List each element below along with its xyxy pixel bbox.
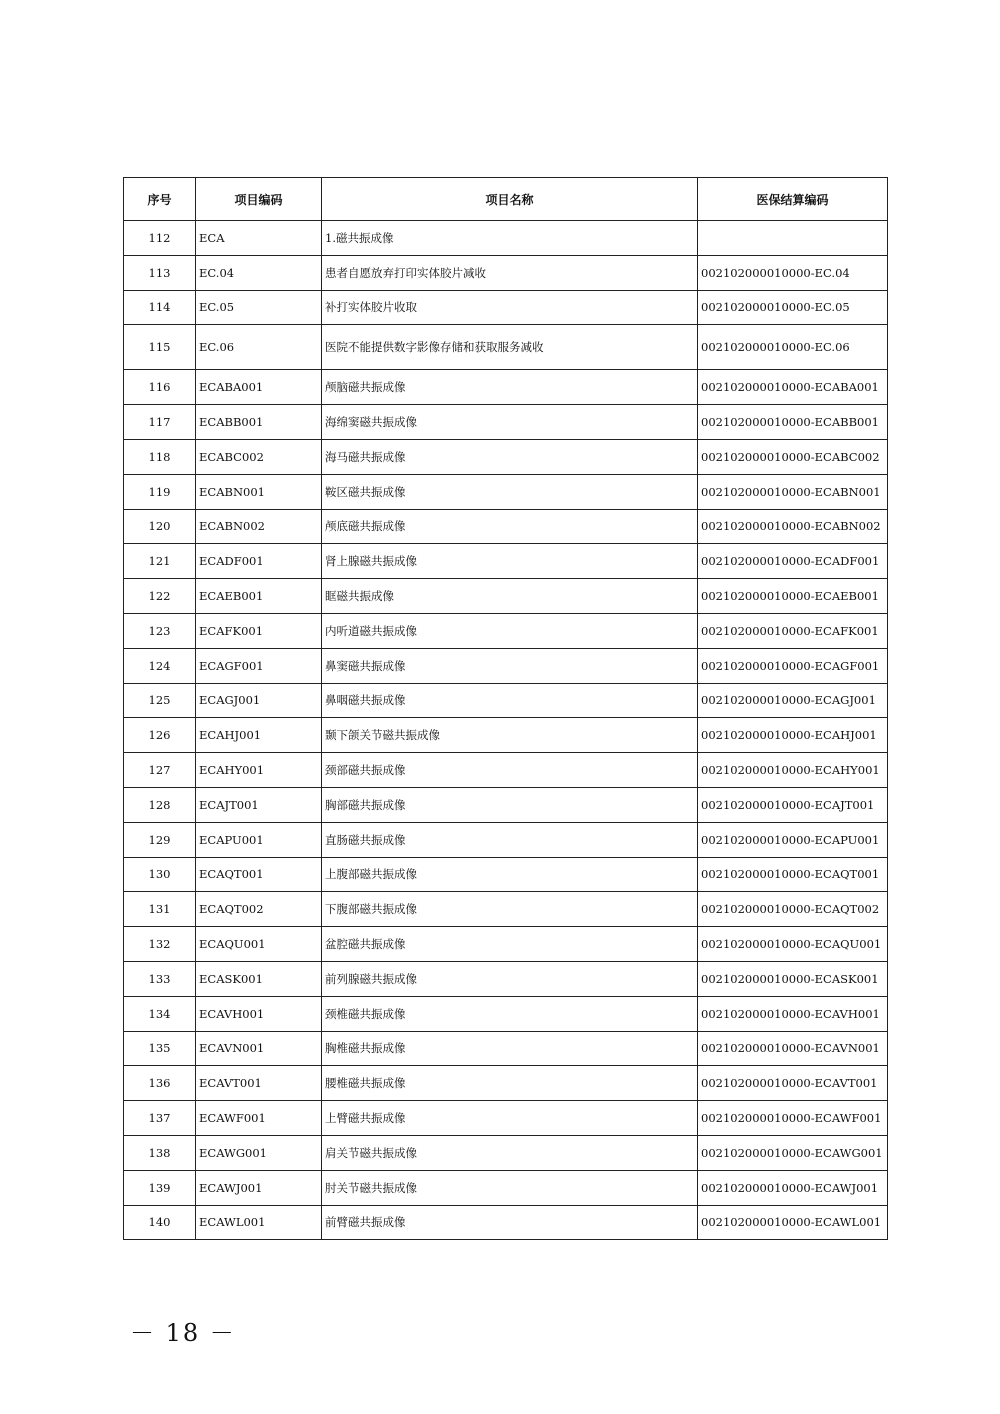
table-row: [124, 718, 888, 753]
settle-code-cell: 002102000010000-ECABC002: [698, 439, 888, 474]
name-cell: 海马磁共振成像: [322, 439, 698, 474]
settle-code-cell: 002102000010000-ECAJT001: [698, 787, 888, 822]
header-seq: 序号: [124, 178, 196, 221]
table-row: [124, 648, 888, 683]
code-cell: ECABA001: [196, 370, 322, 405]
code-cell: ECABN001: [196, 474, 322, 509]
name-cell: 直肠磁共振成像: [322, 822, 698, 857]
settle-code-cell: 002102000010000-ECAGF001: [698, 648, 888, 683]
table-row: [124, 822, 888, 857]
code-cell: ECAGF001: [196, 648, 322, 683]
table-row: [124, 579, 888, 614]
table-row: [124, 857, 888, 892]
code-cell: ECAEB001: [196, 579, 322, 614]
code-cell: ECAWL001: [196, 1205, 322, 1240]
name-cell: 内听道磁共振成像: [322, 613, 698, 648]
table-header-row: [124, 178, 888, 221]
seq-cell: 123: [124, 613, 196, 648]
table-row: [124, 683, 888, 718]
settle-code-cell: 002102000010000-ECAVH001: [698, 996, 888, 1031]
name-cell: 前列腺磁共振成像: [322, 961, 698, 996]
table-row: [124, 325, 888, 370]
name-cell: 患者自愿放弃打印实体胶片减收: [322, 255, 698, 290]
table-row: [124, 1170, 888, 1205]
seq-cell: 112: [124, 221, 196, 256]
settle-code-cell: 002102000010000-ECAEB001: [698, 579, 888, 614]
seq-cell: 125: [124, 683, 196, 718]
code-cell: ECAQT001: [196, 857, 322, 892]
name-cell: 颞下颌关节磁共振成像: [322, 718, 698, 753]
settle-code-cell: 002102000010000-ECAWJ001: [698, 1170, 888, 1205]
table-row: [124, 892, 888, 927]
seq-cell: 126: [124, 718, 196, 753]
settle-code-cell: 002102000010000-ECAWG001: [698, 1135, 888, 1170]
settle-code-cell: 002102000010000-ECAFK001: [698, 613, 888, 648]
code-cell: ECADF001: [196, 544, 322, 579]
table-row: [124, 439, 888, 474]
table-row: [124, 405, 888, 440]
code-cell: EC.05: [196, 290, 322, 325]
seq-cell: 113: [124, 255, 196, 290]
settle-code-cell: 002102000010000-ECAQU001: [698, 927, 888, 962]
name-cell: 眶磁共振成像: [322, 579, 698, 614]
header-code: 项目编码: [196, 178, 322, 221]
code-cell: ECAWJ001: [196, 1170, 322, 1205]
table-row: [124, 255, 888, 290]
code-cell: EC.04: [196, 255, 322, 290]
code-cell: ECAHJ001: [196, 718, 322, 753]
table-row: [124, 1135, 888, 1170]
name-cell: 胸椎磁共振成像: [322, 1031, 698, 1066]
settle-code-cell: 002102000010000-ECABN002: [698, 509, 888, 544]
name-cell: 鼻咽磁共振成像: [322, 683, 698, 718]
code-cell: ECAVN001: [196, 1031, 322, 1066]
name-cell: 海绵窦磁共振成像: [322, 405, 698, 440]
settle-code-cell: 002102000010000-ECASK001: [698, 961, 888, 996]
seq-cell: 117: [124, 405, 196, 440]
code-cell: ECABC002: [196, 439, 322, 474]
table-row: [124, 1031, 888, 1066]
table-row: [124, 613, 888, 648]
table-row: [124, 474, 888, 509]
code-cell: ECAQT002: [196, 892, 322, 927]
name-cell: 上腹部磁共振成像: [322, 857, 698, 892]
settle-code-cell: 002102000010000-ECAGJ001: [698, 683, 888, 718]
name-cell: 颈部磁共振成像: [322, 753, 698, 788]
seq-cell: 121: [124, 544, 196, 579]
table-row: [124, 221, 888, 256]
seq-cell: 136: [124, 1066, 196, 1101]
settle-code-cell: 002102000010000-EC.05: [698, 290, 888, 325]
name-cell: 补打实体胶片收取: [322, 290, 698, 325]
header-settle-code: 医保结算编码: [698, 178, 888, 221]
seq-cell: 130: [124, 857, 196, 892]
fee-item-table: [123, 177, 888, 1240]
name-cell: 下腹部磁共振成像: [322, 892, 698, 927]
code-cell: ECAHY001: [196, 753, 322, 788]
table-row: [124, 787, 888, 822]
seq-cell: 139: [124, 1170, 196, 1205]
code-cell: ECAFK001: [196, 613, 322, 648]
code-cell: ECAWG001: [196, 1135, 322, 1170]
name-cell: 颈椎磁共振成像: [322, 996, 698, 1031]
seq-cell: 132: [124, 927, 196, 962]
name-cell: 上臂磁共振成像: [322, 1101, 698, 1136]
name-cell: 颅脑磁共振成像: [322, 370, 698, 405]
settle-code-cell: 002102000010000-EC.06: [698, 325, 888, 370]
settle-code-cell: 002102000010000-ECAHJ001: [698, 718, 888, 753]
name-cell: 肾上腺磁共振成像: [322, 544, 698, 579]
seq-cell: 128: [124, 787, 196, 822]
seq-cell: 124: [124, 648, 196, 683]
table-row: [124, 1205, 888, 1240]
code-cell: ECAWF001: [196, 1101, 322, 1136]
seq-cell: 133: [124, 961, 196, 996]
table-row: [124, 1101, 888, 1136]
name-cell: 前臂磁共振成像: [322, 1205, 698, 1240]
settle-code-cell: 002102000010000-ECADF001: [698, 544, 888, 579]
code-cell: EC.06: [196, 325, 322, 370]
code-cell: ECAJT001: [196, 787, 322, 822]
name-cell: 1.磁共振成像: [322, 221, 698, 256]
seq-cell: 135: [124, 1031, 196, 1066]
name-cell: 胸部磁共振成像: [322, 787, 698, 822]
settle-code-cell: 002102000010000-ECAPU001: [698, 822, 888, 857]
settle-code-cell: 002102000010000-ECABB001: [698, 405, 888, 440]
settle-code-cell: 002102000010000-ECAVT001: [698, 1066, 888, 1101]
name-cell: 腰椎磁共振成像: [322, 1066, 698, 1101]
table-body: [124, 221, 888, 1240]
code-cell: ECAVT001: [196, 1066, 322, 1101]
seq-cell: 127: [124, 753, 196, 788]
seq-cell: 120: [124, 509, 196, 544]
seq-cell: 140: [124, 1205, 196, 1240]
table-row: [124, 370, 888, 405]
code-cell: ECAPU001: [196, 822, 322, 857]
code-cell: ECAVH001: [196, 996, 322, 1031]
seq-cell: 122: [124, 579, 196, 614]
code-cell: ECAGJ001: [196, 683, 322, 718]
seq-cell: 114: [124, 290, 196, 325]
table-row: [124, 290, 888, 325]
seq-cell: 129: [124, 822, 196, 857]
table-row: [124, 509, 888, 544]
settle-code-cell: 002102000010000-ECABN001: [698, 474, 888, 509]
seq-cell: 115: [124, 325, 196, 370]
name-cell: 盆腔磁共振成像: [322, 927, 698, 962]
settle-code-cell: 002102000010000-ECABA001: [698, 370, 888, 405]
name-cell: 鞍区磁共振成像: [322, 474, 698, 509]
page-number: － 18 －: [130, 1319, 236, 1347]
seq-cell: 134: [124, 996, 196, 1031]
name-cell: 肘关节磁共振成像: [322, 1170, 698, 1205]
seq-cell: 119: [124, 474, 196, 509]
header-name: 项目名称: [322, 178, 698, 221]
seq-cell: 118: [124, 439, 196, 474]
table-row: [124, 961, 888, 996]
name-cell: 医院不能提供数字影像存储和获取服务减收: [322, 325, 698, 370]
table-row: [124, 996, 888, 1031]
code-cell: ECABB001: [196, 405, 322, 440]
code-cell: ECASK001: [196, 961, 322, 996]
settle-code-cell: 002102000010000-ECAWL001: [698, 1205, 888, 1240]
settle-code-cell: 002102000010000-ECAWF001: [698, 1101, 888, 1136]
table-row: [124, 753, 888, 788]
table-row: [124, 544, 888, 579]
table-row: [124, 927, 888, 962]
seq-cell: 131: [124, 892, 196, 927]
settle-code-cell: 002102000010000-ECAVN001: [698, 1031, 888, 1066]
settle-code-cell: 002102000010000-ECAQT002: [698, 892, 888, 927]
name-cell: 颅底磁共振成像: [322, 509, 698, 544]
seq-cell: 138: [124, 1135, 196, 1170]
code-cell: ECA: [196, 221, 322, 256]
table-row: [124, 1066, 888, 1101]
code-cell: ECABN002: [196, 509, 322, 544]
settle-code-cell: [698, 221, 888, 256]
settle-code-cell: 002102000010000-ECAHY001: [698, 753, 888, 788]
name-cell: 鼻窦磁共振成像: [322, 648, 698, 683]
seq-cell: 137: [124, 1101, 196, 1136]
name-cell: 肩关节磁共振成像: [322, 1135, 698, 1170]
code-cell: ECAQU001: [196, 927, 322, 962]
settle-code-cell: 002102000010000-EC.04: [698, 255, 888, 290]
seq-cell: 116: [124, 370, 196, 405]
settle-code-cell: 002102000010000-ECAQT001: [698, 857, 888, 892]
